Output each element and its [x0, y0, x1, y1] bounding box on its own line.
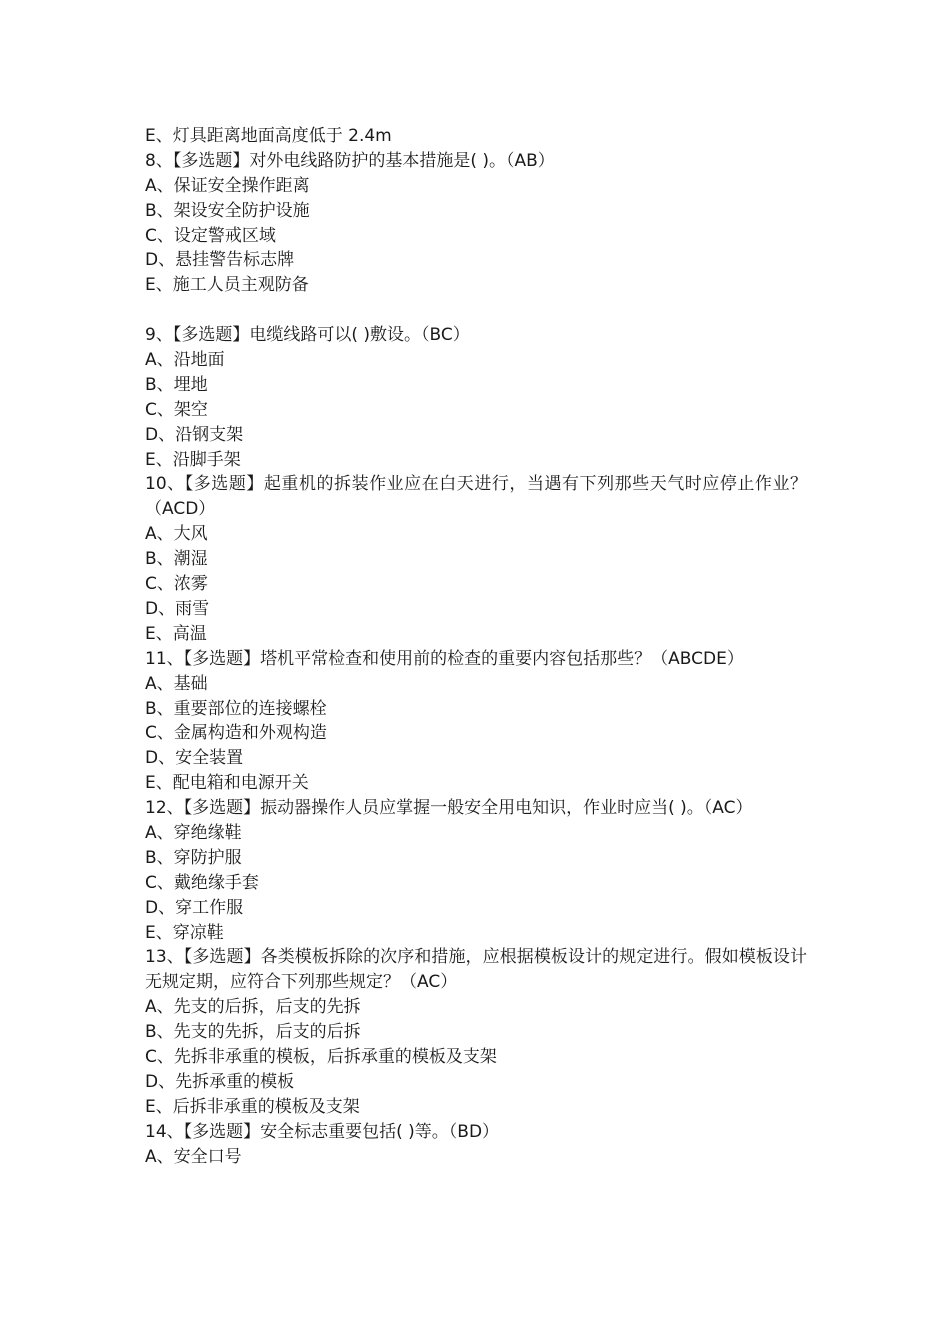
answer-option: A、安全口号 — [145, 1146, 242, 1167]
answer-option: B、重要部位的连接螺栓 — [145, 698, 327, 719]
answer-option: A、先支的后拆，后支的先拆 — [145, 997, 361, 1018]
question-text: 14、【多选题】安全标志重要包括( )等。（BD） — [145, 1121, 500, 1142]
answer-option: A、基础 — [145, 673, 208, 694]
answer-option: B、潮湿 — [145, 549, 208, 570]
answer-option: A、大风 — [145, 524, 208, 545]
blank-line — [145, 298, 807, 323]
answer-option: C、金属构造和外观构造 — [145, 723, 327, 744]
answer-option: E、沿脚手架 — [145, 449, 241, 470]
answer-option: D、悬挂警告标志牌 — [145, 250, 295, 271]
answer-option: A、沿地面 — [145, 350, 225, 371]
answer-option: E、后拆非承重的模板及支架 — [145, 1096, 360, 1117]
answer-option: D、安全装置 — [145, 748, 244, 769]
question-text: 10、【多选题】起重机的拆装作业应在白天进行，当遇有下列那些天气时应停止作业？（ACD） — [145, 474, 807, 520]
question-text: 11、【多选题】塔机平常检查和使用前的检查的重要内容包括那些？（ABCDE） — [145, 648, 744, 669]
answer-option: E、穿凉鞋 — [145, 922, 224, 943]
answer-option: A、保证安全操作距离 — [145, 175, 310, 196]
answer-option: D、先拆承重的模板 — [145, 1071, 295, 1092]
answer-option: B、架设安全防护设施 — [145, 200, 310, 221]
answer-option: D、穿工作服 — [145, 897, 244, 918]
answer-option: C、戴绝缘手套 — [145, 872, 259, 893]
answer-option: E、高温 — [145, 623, 207, 644]
question-text: 12、【多选题】振动器操作人员应掌握一般安全用电知识，作业时应当( )。（AC） — [145, 798, 753, 819]
answer-option: E、施工人员主观防备 — [145, 275, 309, 296]
answer-option: B、穿防护服 — [145, 847, 242, 868]
answer-option: B、埋地 — [145, 374, 208, 395]
answer-option: A、穿绝缘鞋 — [145, 823, 242, 843]
question-text: 13、【多选题】各类模板拆除的次序和措施，应根据模板设计的规定进行。假如模板设计无规定期，应符合下列那些规定？（AC） — [145, 947, 807, 993]
answer-option: B、先支的先拆，后支的后拆 — [145, 1022, 361, 1043]
answer-option: C、设定警戒区域 — [145, 225, 276, 246]
answer-option: E、灯具距离地面高度低于 2.4m — [145, 126, 392, 146]
question-text: 9、【多选题】电缆线路可以( )敷设。（BC） — [145, 325, 470, 346]
question-list — [145, 124, 807, 1170]
answer-option: C、架空 — [145, 399, 208, 420]
question-text: 8、【多选题】对外电线路防护的基本措施是( )。（AB） — [145, 150, 555, 171]
answer-option: C、浓雾 — [145, 574, 208, 595]
answer-option: D、沿钢支架 — [145, 424, 244, 445]
answer-option: C、先拆非承重的模板，后拆承重的模板及支架 — [145, 1047, 497, 1068]
answer-option: D、雨雪 — [145, 598, 210, 619]
answer-option: E、配电箱和电源开关 — [145, 773, 309, 794]
